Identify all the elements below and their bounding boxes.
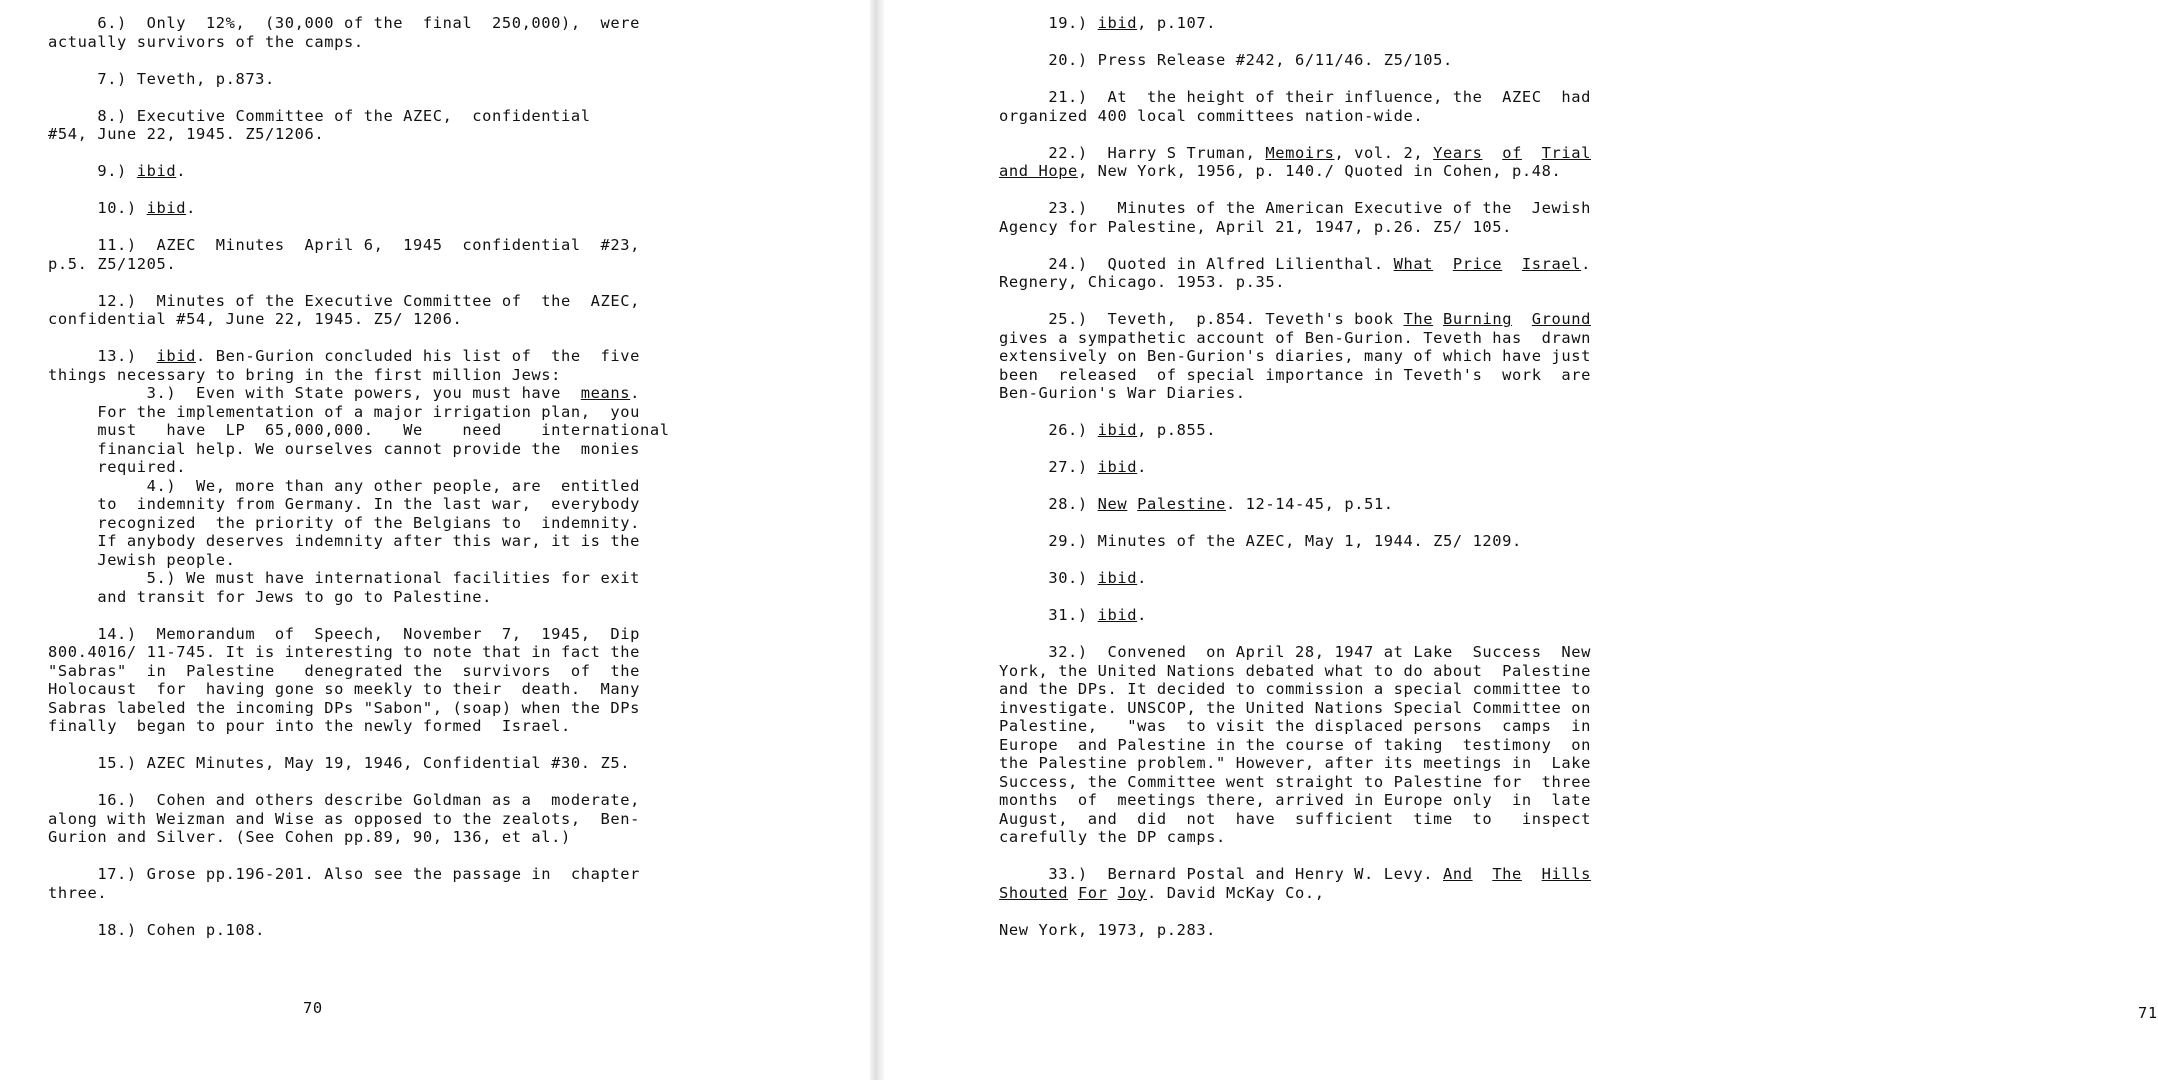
- footnote: [48, 199, 670, 218]
- underlined-title: Palestine: [1137, 495, 1226, 513]
- footnote: [999, 421, 1591, 440]
- footnote-text: 24.) Quoted in Alfred Lilienthal.: [999, 254, 1394, 273]
- footnote: [999, 458, 1591, 477]
- footnote-text: 27.): [999, 458, 1098, 476]
- footnote-text: [1127, 495, 1137, 513]
- footnote: [48, 292, 670, 329]
- footnote: [999, 310, 1591, 403]
- footnote-text: 23.) Minutes of the American Executive of the Jewish Agency for Palestine, April 21, 1947, p.26. Z5/ 105.: [999, 199, 1591, 236]
- footnote-text: 7.) Teveth, p.873.: [48, 69, 275, 88]
- footnote-text: .: [1137, 569, 1148, 587]
- underlined-title: The: [1403, 310, 1434, 328]
- footnote-text: .: [1137, 606, 1148, 624]
- footnote-text: 25.) Teveth, p.854. Teveth's book: [999, 310, 1404, 328]
- footnote-text: 28.): [999, 495, 1098, 513]
- underlined-title: ibid: [1097, 458, 1138, 476]
- underlined-title: ibid: [156, 347, 196, 365]
- footnote-text: 31.): [999, 606, 1098, 624]
- footnote-text: 15.) AZEC Minutes, May 19, 1946, Confidential #30. Z5.: [48, 754, 631, 772]
- footnote: [999, 569, 1591, 588]
- footnote-text: , vol. 2,: [1334, 143, 1434, 162]
- footnote-text: . For the implementation of a major irrigation plan, you must have LP 65,000,000. We need international financial help. We ourselves cannot provide the monies required. 4.) We, more than any other people, are entitled to indemnity from Germany. In the last war, everybody recognized the priority of the Belgians to indemnity. If anybody deserves indemnity after this war, it is the Jewish people. 5.) We must have international facilities for exit and transit for Jews to go to Palestine.: [97, 384, 670, 606]
- footnote-text: [1473, 865, 1493, 883]
- underlined-title: New: [1097, 495, 1128, 513]
- page-number: 70: [303, 999, 323, 1017]
- underlined-title: ibid: [136, 162, 177, 180]
- footnote-text: [1522, 865, 1542, 883]
- footnote-text: 18.) Cohen p.108.: [48, 920, 266, 939]
- footnote-text: 14.) Memorandum of Speech, November 7, 1945, Dip 800.4016/ 11-745. It is interesting to note that in fact the "Sabras" in Palestine denegrated the survivors of the Holocaust for having gone so meekly to their death. Many Sabras labeled the incoming DPs "Sabon", (soap) when the DPs finally began to pour into the newly formed Israel.: [48, 624, 640, 735]
- footnote-text: 9.): [48, 162, 137, 180]
- footnote: [999, 255, 1591, 292]
- underlined-title: ibid: [146, 199, 187, 217]
- footnote: [48, 70, 670, 89]
- underlined-title: Memoirs: [1265, 143, 1335, 162]
- underlined-title: ibid: [1097, 14, 1138, 32]
- underlined-title: Hills: [1541, 865, 1591, 883]
- footnote: [999, 199, 1591, 236]
- footnote: [48, 162, 670, 181]
- underlined-title: The: [1492, 865, 1522, 883]
- footnote: [999, 51, 1591, 70]
- underlined-title: of: [1502, 143, 1522, 162]
- footnote-text: 33.) Bernard Postal and Henry W. Levy.: [999, 865, 1443, 883]
- underlined-title: Price: [1452, 254, 1503, 273]
- footnote-text: 10.): [48, 199, 147, 217]
- underlined-title: ibid: [1097, 569, 1138, 587]
- footnote: [48, 107, 670, 144]
- page-gutter: [870, 0, 884, 1080]
- footnote: [999, 495, 1591, 514]
- footnote-text: 21.) At the height of their influence, the AZEC had organized 400 local committees nation-wide.: [999, 88, 1591, 125]
- footnote: [48, 791, 670, 847]
- footnote-text: . David McKay Co.,: [1147, 883, 1325, 902]
- underlined-title: Years: [1433, 143, 1483, 162]
- underlined-title: Burning: [1443, 310, 1513, 328]
- footnote-text: 12.) Minutes of the Executive Committee of the AZEC, confidential #54, June 22, 1945. Z5/ 1206.: [48, 291, 640, 328]
- footnote: [48, 236, 670, 273]
- footnote-text: . Regnery, Chicago. 1953. p.35.: [999, 254, 1591, 291]
- footnote-text: [1433, 310, 1443, 328]
- underlined-title: What: [1393, 254, 1434, 273]
- underlined-title: and Hope: [999, 162, 1078, 180]
- footnote: [999, 865, 1591, 902]
- footnote-text: 26.): [999, 421, 1098, 439]
- underlined-title: And: [1442, 865, 1473, 883]
- footnote-text: [1433, 255, 1453, 273]
- footnote: [48, 625, 670, 736]
- footnote: [999, 606, 1591, 625]
- underlined-title: Shouted: [999, 883, 1069, 902]
- footnote-text: , p.107.: [1137, 14, 1217, 32]
- footnote-text: 6.) Only 12%, (30,000 of the final 250,000), were actually survivors of the camps.: [48, 14, 640, 51]
- footnote-text: gives a sympathetic account of Ben-Gurion. Teveth has drawn extensively on Ben-Gurion's diaries, many of which have just been released of special importance in Teveth's work are Ben-Gurion's War Diaries.: [999, 328, 1591, 402]
- underlined-title: ibid: [1097, 421, 1138, 439]
- underlined-title: Trial: [1541, 143, 1592, 162]
- footnote-text: , New York, 1956, p. 140./ Quoted in Cohen, p.48.: [1077, 162, 1562, 180]
- page-71: [884, 0, 2158, 1080]
- footnote: [999, 643, 1591, 847]
- underlined-title: Israel: [1521, 254, 1582, 273]
- footnote: [999, 88, 1591, 125]
- footnote: [48, 921, 670, 940]
- footnote-text: 32.) Convened on April 28, 1947 at Lake Success New York, the United Nations debated what to do about Palestine and the DPs. It decided to commission a special committee to investigate. UNSCOP, the United Nations Special Committee on Palestine, "was to visit the displaced persons camps in Europe and Palestine in the course of taking testimony on the Palestine problem." However, after its meetings in Lake Success, the Committee went straight to Palestine for three months of meetings there, arrived in Europe only in late August, and did not have sufficient time to inspect carefully the DP camps.: [999, 643, 1591, 846]
- underlined-title: Joy: [1117, 883, 1148, 902]
- footnote: [48, 347, 670, 606]
- footnote-text: [1512, 310, 1532, 328]
- page-number: 71: [2138, 1004, 2158, 1022]
- footnote-text: 17.) Grose pp.196-201. Also see the passage in chapter three.: [48, 865, 640, 902]
- footnote: [48, 754, 670, 773]
- footnote-text: 16.) Cohen and others describe Goldman as a moderate, along with Weizman and Wise as opposed to the zealots, Ben- Gurion and Silver. (See Cohen pp.89, 90, 136, et al.): [48, 791, 640, 846]
- footnote: [48, 14, 670, 51]
- underlined-title: means: [580, 384, 631, 402]
- footnote-text: [1108, 884, 1118, 902]
- footnote-text: 29.) Minutes of the AZEC, May 1, 1944. Z5/ 1209.: [999, 532, 1522, 550]
- footnote-text: 30.): [999, 569, 1098, 587]
- footnote-text: . 12-14-45, p.51.: [1225, 495, 1394, 513]
- page-70: [0, 0, 870, 1080]
- footnote-text: .: [1137, 458, 1148, 476]
- footnote: [999, 921, 1591, 940]
- underlined-title: Ground: [1531, 310, 1591, 328]
- footnote: [48, 865, 670, 902]
- footnote-text: 19.): [999, 14, 1098, 32]
- footnote-text: 13.): [48, 347, 157, 365]
- footnote-text: .: [186, 199, 197, 217]
- footnote-text: New York, 1973, p.283.: [999, 920, 1217, 939]
- footnotes-left: [48, 14, 670, 958]
- footnote-text: [1502, 255, 1522, 273]
- footnote-text: .: [176, 162, 187, 180]
- footnote-text: [1522, 144, 1542, 162]
- footnote-text: , p.855.: [1137, 421, 1217, 439]
- underlined-title: For: [1077, 883, 1108, 902]
- footnote: [999, 144, 1591, 181]
- footnote-text: . Ben-Gurion concluded his list of the five things necessary to bring in the first million Jews: 3.) Even with State powers, you must have: [48, 347, 640, 402]
- underlined-title: ibid: [1097, 606, 1138, 624]
- footnote: [999, 532, 1591, 551]
- footnote: [999, 14, 1591, 33]
- footnote-text: 8.) Executive Committee of the AZEC, confidential #54, June 22, 1945. Z5/1206.: [48, 106, 591, 143]
- footnotes-right: [999, 14, 1591, 958]
- footnote-text: 20.) Press Release #242, 6/11/46. Z5/105.: [999, 51, 1453, 69]
- footnote-text: 22.) Harry S Truman,: [999, 143, 1266, 162]
- footnote-text: [1482, 144, 1502, 162]
- footnote-text: [1068, 884, 1078, 902]
- footnote-text: 11.) AZEC Minutes April 6, 1945 confidential #23, p.5. Z5/1205.: [48, 236, 640, 273]
